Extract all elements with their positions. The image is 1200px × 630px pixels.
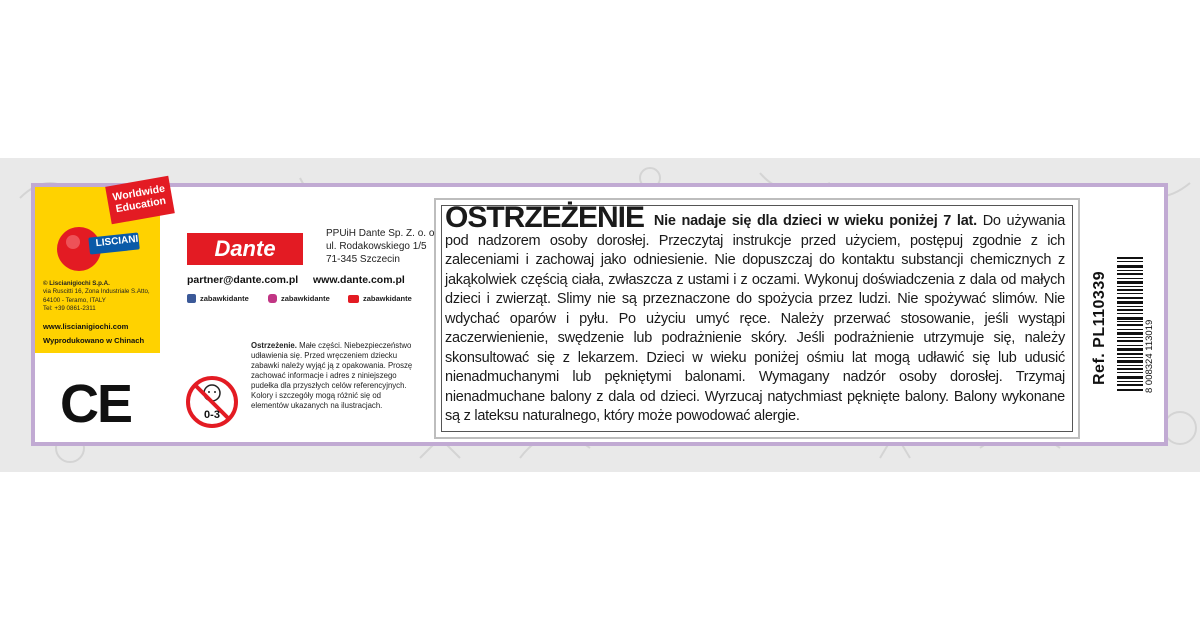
reference-text: Ref. PL110339 (1091, 270, 1108, 385)
dante-address-line: 71-345 Szczecin (326, 254, 400, 265)
social-label: zabawkidante (281, 294, 330, 303)
dante-address-line: PPUiH Dante Sp. Z. o. o (326, 228, 435, 239)
dante-address (326, 227, 434, 266)
warning-age-lead: Nie nadaje się dla dzieci w wieku poniżej 7 lat. (653, 213, 977, 229)
lisciani-phone: Tel: +39 0861-2311 (43, 304, 96, 312)
barcode (1117, 257, 1155, 393)
lisciani-block (35, 182, 167, 353)
label-panel (31, 183, 1168, 446)
made-in-label: Wyprodukowano w Chinach (43, 336, 145, 345)
lisciani-address (43, 280, 159, 313)
small-warning-heading: Ostrzeżenie. (251, 341, 297, 350)
small-warning-text: Małe części. Niebezpieczeństwo udławienia się. Przed wręczeniem dziecku zabawki należy wyjąć ją z opakowania. Proszę zachować informacje i adres z niniejszego pudełka dla przyszłych celów referencyjnych. Kolory i szczegóły mogą różnić się od elementów ukazanych na ilustracjach. (251, 341, 413, 410)
social-label: zabawkidante (200, 294, 249, 303)
social-youtube (348, 294, 412, 303)
dante-address-line: ul. Rodakowskiego 1/5 (326, 241, 427, 252)
lisciani-address-line: via Ruscitti 16, Zona Industriale S.Atto, (43, 288, 150, 296)
dante-logo: Dante (187, 233, 303, 265)
social-facebook (187, 294, 249, 303)
barcode-bars (1117, 257, 1143, 391)
dante-website: www.dante.com.pl (313, 274, 405, 286)
instagram-icon (268, 294, 277, 303)
lisciani-address-line: 64100 - Teramo, ITALY (43, 296, 106, 304)
facebook-icon (187, 294, 196, 303)
dante-email: partner@dante.com.pl (187, 274, 299, 286)
warning-title: OSTRZEŻENIE (445, 201, 645, 234)
lisciani-logo-text: LISCIANI (95, 233, 139, 250)
reference-number (1093, 245, 1109, 385)
main-warning-box (434, 198, 1080, 439)
social-instagram (268, 294, 330, 303)
ce-mark: CE (60, 374, 132, 434)
warning-body: Do używania pod nadzorem osoby dorosłej. Przeczytaj instrukcje przed użyciem, postępuj zgodnie z ich zaleceniami i zachowaj jako odniesienie. Nie dopuszczaj do kontaktu substancji chemicznych z jakąkolwiek częścią ciała, zwłaszcza z ustami i z oczami. Wykonuj doświadczenia z dala od małych dzieci i zwierząt. Slimy nie są przeznaczone do spożycia przez ludzi. Nie spożywać slimów. Nie wdychać oparów i pyłu. Po użyciu umyć ręce. Należy przerwać stosowanie, jeśli wystąpi zaczerwienienie, swędzenie lub podrażnienie skóry. Jeśli podrażnienie utrzymuje się, należy skonsultować się z lekarzem. Dzieci w wieku poniżej ośmiu lat mogą udławić się lub udusić nienadmuchanymi lub pękniętymi balonami. Wymagany nadzór osoby dorosłej. Trzymaj nienadmuchane balony z dala od dzieci. Wyrzucaj natychmiast pęknięte balony. Balony wykonane są z lateksu naturalnego, który może powodować alergie. (445, 213, 1066, 424)
no-children-under-3-icon (185, 375, 239, 429)
lisciani-company-name: © Liscianigiochi S.p.A. (43, 280, 110, 287)
worldwide-education-badge: Worldwide Education (105, 176, 175, 225)
barcode-number: 8 008324 113019 (1144, 319, 1155, 393)
social-label: zabawkidante (363, 294, 412, 303)
youtube-icon (348, 295, 359, 303)
main-warning-text (445, 201, 1066, 427)
lisciani-website: www.liscianigiochi.com (43, 322, 129, 331)
age-label: 0-3 (204, 409, 220, 421)
lisciani-logo-area (35, 182, 167, 283)
small-parts-warning (251, 341, 413, 411)
